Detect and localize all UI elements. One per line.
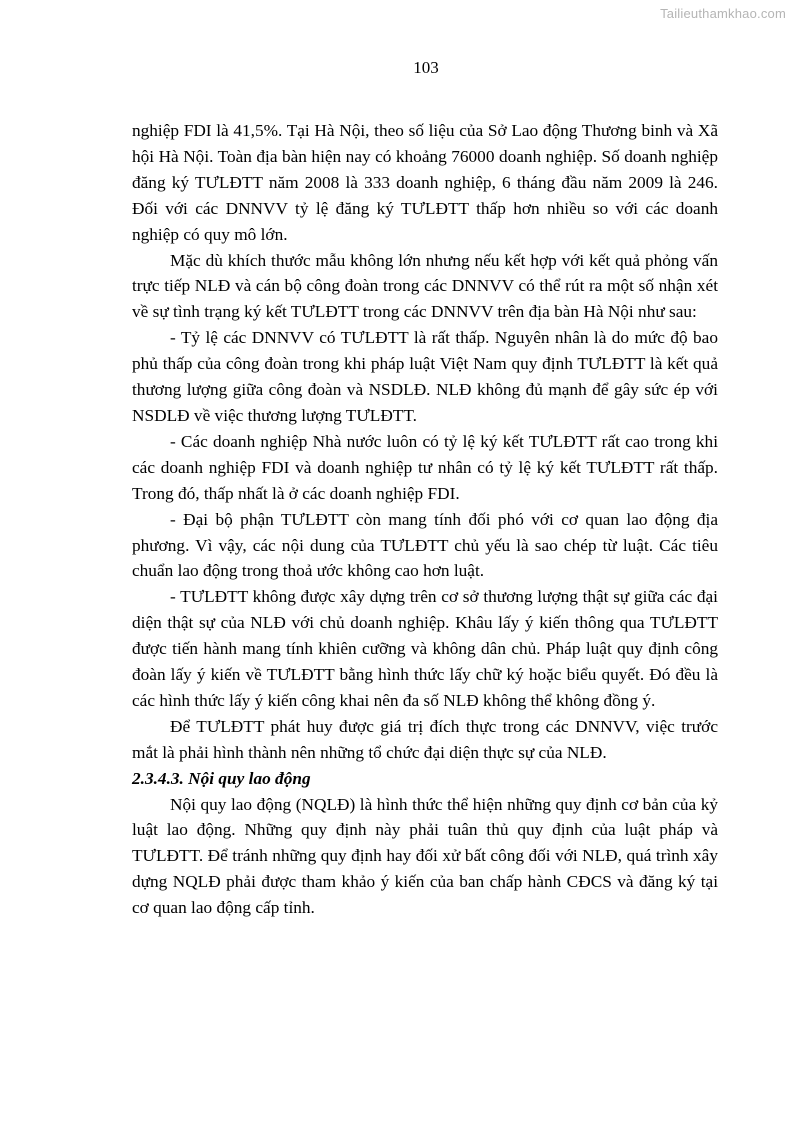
- page-number: 103: [413, 58, 439, 77]
- watermark: Tailieuthamkhao.com: [660, 6, 786, 21]
- paragraph-continuation: nghiệp FDI là 41,5%. Tại Hà Nội, theo số liệu của Sở Lao động Thương binh và Xã hội Hà Nội. Toàn địa bàn hiện nay có khoảng 76000 doanh nghiệp. Số doanh nghiệp đăng ký TƯLĐTT năm 2008 là 333 doanh nghiệp, 6 tháng đầu năm 2009 là 246. Đối với các DNNVV tỷ lệ đăng ký TƯLĐTT thấp hơn nhiều so với các doanh nghiệp có quy mô lớn.: [132, 121, 718, 244]
- section-heading: 2.3.4.3. Nội quy lao động: [132, 768, 311, 788]
- bullet-paragraph: - Tỷ lệ các DNNVV có TƯLĐTT là rất thấp. Nguyên nhân là do mức độ bao phủ thấp của công đoàn trong khi pháp luật Việt Nam quy định TƯLĐTT là kết quả thương lượng giữa công đoàn và NSDLĐ. NLĐ không đủ mạnh để gây sức ép với NSDLĐ về việc thương lượng TƯLĐTT.: [132, 328, 718, 425]
- bullet-paragraph: - TƯLĐTT không được xây dựng trên cơ sở thương lượng thật sự giữa các đại diện thật sự của NLĐ với chủ doanh nghiệp. Khâu lấy ý kiến thông qua TƯLĐTT được tiến hành mang tính khiên cưỡng và không dân chủ. Pháp luật quy định công đoàn lấy ý kiến về TƯLĐTT bằng hình thức lấy chữ ký hoặc biểu quyết. Đó đều là các hình thức lấy ý kiến công khai nên đa số NLĐ không thể không đồng ý.: [132, 587, 718, 710]
- document-body: [132, 118, 718, 921]
- bullet-paragraph: - Các doanh nghiệp Nhà nước luôn có tỷ lệ ký kết TƯLĐTT rất cao trong khi các doanh nghiệp FDI và doanh nghiệp tư nhân có tỷ lệ ký kết TƯLĐTT rất thấp. Trong đó, thấp nhất là ở các doanh nghiệp FDI.: [132, 431, 718, 503]
- section-paragraph: Nội quy lao động (NQLĐ) là hình thức thể hiện những quy định cơ bản của kỷ luật lao động. Những quy định này phải tuân thủ quy định của luật pháp và TƯLĐTT. Để tránh những quy định hay đối xử bất công đối với NLĐ, quá trình xây dựng NQLĐ phải được tham khảo ý kiến của ban chấp hành CĐCS và đăng ký tại cơ quan lao động cấp tỉnh.: [132, 794, 718, 918]
- paragraph-intro-findings: Mặc dù khích thước mẫu không lớn nhưng nếu kết hợp với kết quả phỏng vấn trực tiếp NLĐ và cán bộ công đoàn trong các DNNVV có thể rút ra một số nhận xét về sự tình trạng ký kết TƯLĐTT trong các DNNVV trên địa bàn Hà Nội như sau:: [132, 250, 718, 322]
- paragraph-conclusion: Để TƯLĐTT phát huy được giá trị đích thực trong các DNNVV, việc trước mắt là phải hình thành nên những tổ chức đại diện thực sự của NLĐ.: [132, 716, 718, 762]
- bullet-paragraph: - Đại bộ phận TƯLĐTT còn mang tính đối phó với cơ quan lao động địa phương. Vì vậy, các nội dung của TƯLĐTT chủ yếu là sao chép từ luật. Các tiêu chuẩn lao động trong thoả ước không cao hơn luật.: [132, 509, 718, 581]
